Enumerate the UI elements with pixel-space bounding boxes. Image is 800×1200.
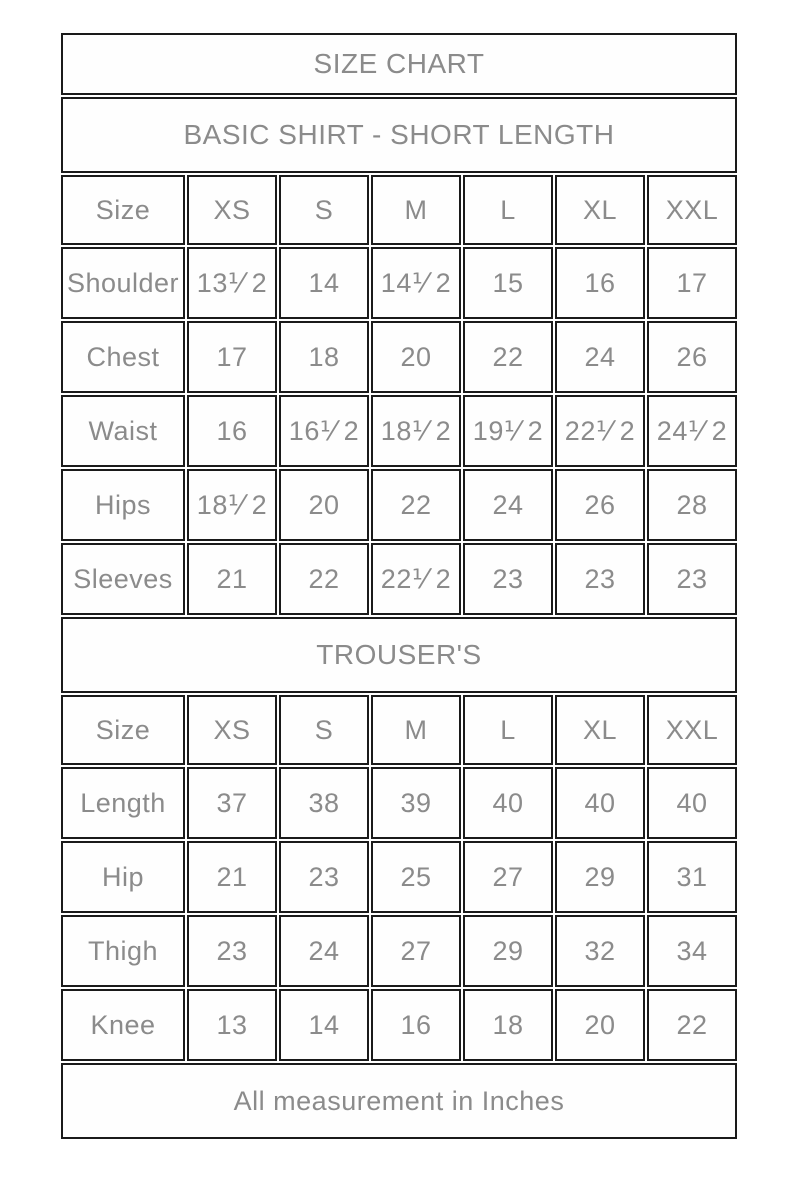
shirt-row-hips <box>61 469 737 541</box>
trousers-header-l: L <box>463 695 553 765</box>
trousers-header-m: M <box>371 695 461 765</box>
thigh-m: 27 <box>371 915 461 987</box>
trousers-section-row <box>61 617 737 693</box>
knee-l: 18 <box>463 989 553 1061</box>
sleeves-m: 22⅟ 2 <box>371 543 461 615</box>
footer-note-row <box>61 1063 737 1139</box>
knee-xs: 13 <box>187 989 277 1061</box>
shirt-row-chest <box>61 321 737 393</box>
row-label-thigh: Thigh <box>61 915 185 987</box>
row-label-shoulder: Shoulder <box>61 247 185 319</box>
shirt-header-size: Size <box>61 175 185 245</box>
thigh-xxl: 34 <box>647 915 737 987</box>
shoulder-l: 15 <box>463 247 553 319</box>
sleeves-xxl: 23 <box>647 543 737 615</box>
hips-s: 20 <box>279 469 369 541</box>
hips-xl: 26 <box>555 469 645 541</box>
trousers-header-xxl: XXL <box>647 695 737 765</box>
knee-s: 14 <box>279 989 369 1061</box>
hip-m: 25 <box>371 841 461 913</box>
length-xxl: 40 <box>647 767 737 839</box>
waist-xl: 22⅟ 2 <box>555 395 645 467</box>
shirt-header-m: M <box>371 175 461 245</box>
waist-l: 19⅟ 2 <box>463 395 553 467</box>
hips-xxl: 28 <box>647 469 737 541</box>
sleeves-s: 22 <box>279 543 369 615</box>
trousers-header-xs: XS <box>187 695 277 765</box>
row-label-sleeves: Sleeves <box>61 543 185 615</box>
waist-s: 16⅟ 2 <box>279 395 369 467</box>
shirt-header-s: S <box>279 175 369 245</box>
knee-xl: 20 <box>555 989 645 1061</box>
trousers-row-knee <box>61 989 737 1061</box>
knee-m: 16 <box>371 989 461 1061</box>
chest-m: 20 <box>371 321 461 393</box>
row-label-hips: Hips <box>61 469 185 541</box>
shirt-section-row <box>61 97 737 173</box>
shirt-row-waist <box>61 395 737 467</box>
hip-xxl: 31 <box>647 841 737 913</box>
length-s: 38 <box>279 767 369 839</box>
shirt-row-shoulder <box>61 247 737 319</box>
row-label-chest: Chest <box>61 321 185 393</box>
shoulder-m: 14⅟ 2 <box>371 247 461 319</box>
hips-l: 24 <box>463 469 553 541</box>
hips-xs: 18⅟ 2 <box>187 469 277 541</box>
hip-s: 23 <box>279 841 369 913</box>
thigh-xl: 32 <box>555 915 645 987</box>
length-xs: 37 <box>187 767 277 839</box>
chest-xl: 24 <box>555 321 645 393</box>
shirt-section-title: BASIC SHIRT - SHORT LENGTH <box>61 97 737 173</box>
chest-l: 22 <box>463 321 553 393</box>
shoulder-xl: 16 <box>555 247 645 319</box>
chest-xxl: 26 <box>647 321 737 393</box>
hip-l: 27 <box>463 841 553 913</box>
sleeves-xs: 21 <box>187 543 277 615</box>
trousers-row-hip <box>61 841 737 913</box>
row-label-length: Length <box>61 767 185 839</box>
size-chart-table <box>59 31 739 1141</box>
trousers-header-xl: XL <box>555 695 645 765</box>
shirt-header-xs: XS <box>187 175 277 245</box>
chest-xs: 17 <box>187 321 277 393</box>
thigh-s: 24 <box>279 915 369 987</box>
waist-xs: 16 <box>187 395 277 467</box>
length-xl: 40 <box>555 767 645 839</box>
chest-s: 18 <box>279 321 369 393</box>
shoulder-xs: 13⅟ 2 <box>187 247 277 319</box>
shirt-header-l: L <box>463 175 553 245</box>
trousers-row-thigh <box>61 915 737 987</box>
row-label-hip: Hip <box>61 841 185 913</box>
sleeves-xl: 23 <box>555 543 645 615</box>
sleeves-l: 23 <box>463 543 553 615</box>
shoulder-s: 14 <box>279 247 369 319</box>
hips-m: 22 <box>371 469 461 541</box>
hip-xs: 21 <box>187 841 277 913</box>
trousers-section-title: TROUSER'S <box>61 617 737 693</box>
shirt-header-xl: XL <box>555 175 645 245</box>
shirt-header-row <box>61 175 737 245</box>
length-m: 39 <box>371 767 461 839</box>
shirt-row-sleeves <box>61 543 737 615</box>
hip-xl: 29 <box>555 841 645 913</box>
knee-xxl: 22 <box>647 989 737 1061</box>
trousers-row-length <box>61 767 737 839</box>
chart-title-row <box>61 33 737 95</box>
trousers-header-size: Size <box>61 695 185 765</box>
footer-note: All measurement in Inches <box>61 1063 737 1139</box>
trousers-header-row <box>61 695 737 765</box>
shoulder-xxl: 17 <box>647 247 737 319</box>
thigh-xs: 23 <box>187 915 277 987</box>
waist-xxl: 24⅟ 2 <box>647 395 737 467</box>
waist-m: 18⅟ 2 <box>371 395 461 467</box>
row-label-knee: Knee <box>61 989 185 1061</box>
trousers-header-s: S <box>279 695 369 765</box>
chart-title: SIZE CHART <box>61 33 737 95</box>
shirt-header-xxl: XXL <box>647 175 737 245</box>
row-label-waist: Waist <box>61 395 185 467</box>
length-l: 40 <box>463 767 553 839</box>
thigh-l: 29 <box>463 915 553 987</box>
